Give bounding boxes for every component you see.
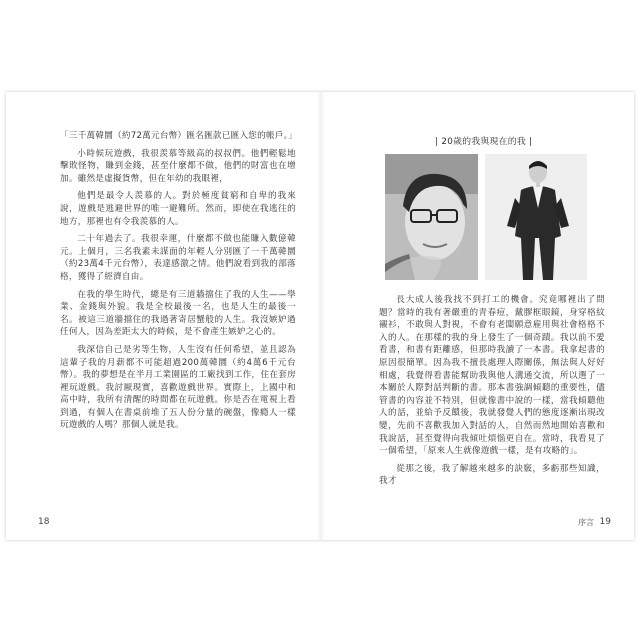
left-page (6, 92, 323, 540)
paragraph-6: 我深信自己是劣等生物，人生沒有任何希望，並且認為這輩子我的月薪都不可能超過200萬韓圜（約4萬6千元台幣）。我的夢想是在半月工業園區的工廠找到工作，住在套房裡玩遊戲。我討厭現實，喜歡遊戲世界。實際上，上國中和高中時，我所有清醒的時間都在玩遊戲。你是否在電視上看到過，有個人在書桌前堆了五人份分量的碗盤，像瘾人一樣玩遊戲的人嗎？那個人就是我。 (60, 344, 296, 431)
left-page-text (60, 130, 296, 437)
photo-present (485, 154, 587, 280)
young-portrait-photo (385, 154, 478, 280)
photo-caption: | 20歲的我與現在的我 | (435, 137, 533, 147)
right-page-text (379, 294, 605, 493)
paragraph-1: 「三千萬韓圜（約72萬元台幣）匯名匯款已匯入您的帳戶。」 (60, 131, 298, 141)
paragraph-7: 長大成人後我找不到打工的機會。究竟哪裡出了問題？當時的我有著嚴重的青春痘，戴膠框眼鏡，身穿格紋襯衫，不敢與人對視，不會有老闆願意雇用與社會格格不入的人。在那樣的我的身上發生了一個奇蹟。我以前不愛看書，和書有距離感，但那時我讀了一本書。我拿起書的原因很簡單。因為我不擅長處理人際關係，無法與人好好相處，我覺得看書能幫助我與他人溝通交流，所以選了一本關於人際對話判斷的書。那本書強調傾聽的重要性，儘管書的內容並不特別，但就像書中說的一樣，當我傾聽他人的話，並給予反饋後，我就發覺人們的態度逐漸出現改變，先前不喜歡我加入對話的人，自然而然地開始喜歡和我說話，甚至覺得向我傾吐煩惱更自在。當時，我看見了一個希望，「原來人生就像遊戲一樣，是有攻略的」。 (379, 295, 605, 457)
page-number-left: 18 (38, 517, 50, 527)
photo-age-20 (385, 154, 478, 280)
adult-portrait-photo (485, 154, 587, 280)
paragraph-5: 在我的學生時代，總是有三道牆擋住了我的人生——學業、金錢與外貌。我是全校最後一名，也是人生的最後一名。被這三道牆擋住的我過著寄居蟹般的人生。我沒嫉妒過任何人，因為差距太大的時候，是不會產生嫉妒之心的。 (60, 289, 296, 338)
paragraph-3: 他們是最令人羨慕的人。對於極度貧窮和自卑的我來說，遊戲是逃避世界的唯一避難所。然而，即使在我逃往的地方，那裡也有令我羨慕的人。 (60, 191, 296, 227)
paragraph-2: 小時候玩遊戲，我很羨慕等級高的叔叔們。他們輕鬆地擊敗怪物，賺到金錢，甚至什麼都不做，他們的財富也在增加。雖然是虛擬貨幣，但在年幼的我眼裡， (60, 148, 296, 184)
paragraph-4: 二十年過去了。我很幸運，什麼都不做也能賺入數億韓元。上個月，三名我素未謀面的年輕人分別匯了一千萬韓圜（約23萬4千元台幣），表達感激之情。他們說看到我的部落格，獲得了經濟自由。 (60, 234, 296, 282)
chapter-tag: 序言 (578, 518, 594, 527)
page-number-right: 19 (599, 517, 611, 527)
right-page (325, 92, 634, 540)
paragraph-8: 從那之後，我了解越來越多的訣竅，多虧那些知識，我才 (379, 463, 605, 487)
book-gutter (317, 92, 325, 540)
